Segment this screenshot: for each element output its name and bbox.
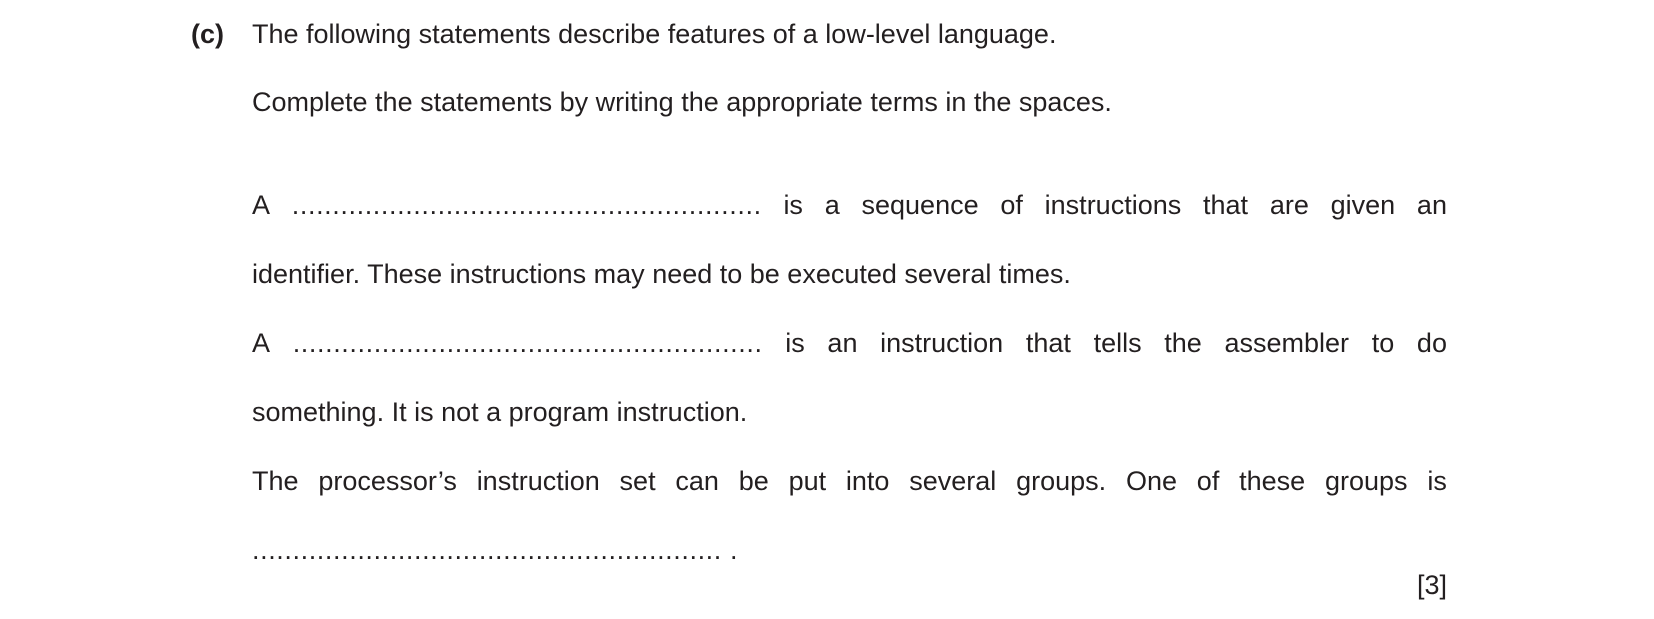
word: are bbox=[1269, 190, 1309, 220]
word: groups. bbox=[1016, 466, 1107, 496]
answer-blank: .......................................................... bbox=[291, 190, 762, 220]
word: is bbox=[1427, 466, 1447, 496]
statement-3-line-1 bbox=[252, 464, 1447, 498]
word: into bbox=[845, 466, 890, 496]
question-intro: The following statements describe features of a low-level language. bbox=[252, 19, 1057, 49]
word: is bbox=[783, 190, 803, 220]
statement-1-line-2: identifier. These instructions may need to be executed several times. bbox=[252, 259, 1071, 289]
word: A bbox=[252, 190, 271, 220]
statement-1-line-1 bbox=[252, 188, 1447, 222]
word: instruction bbox=[476, 466, 600, 496]
word: instruction bbox=[880, 328, 1004, 358]
word: The bbox=[252, 466, 299, 496]
word: an bbox=[1416, 190, 1447, 220]
word: a bbox=[824, 190, 840, 220]
question-instruction: Complete the statements by writing the appropriate terms in the spaces. bbox=[252, 87, 1112, 117]
word: assembler bbox=[1224, 328, 1350, 358]
word: instructions bbox=[1044, 190, 1182, 220]
word: One bbox=[1125, 466, 1177, 496]
word: several bbox=[909, 466, 997, 496]
word: given bbox=[1330, 190, 1396, 220]
answer-blank: .......................................................... bbox=[292, 328, 763, 358]
word: an bbox=[827, 328, 858, 358]
statement-3-answer-line: .......................................................... . bbox=[252, 535, 739, 565]
word: put bbox=[788, 466, 827, 496]
word: that bbox=[1203, 190, 1249, 220]
word: be bbox=[738, 466, 769, 496]
word: the bbox=[1164, 328, 1202, 358]
word: of bbox=[1196, 466, 1220, 496]
word: groups bbox=[1324, 466, 1408, 496]
statement-2-line-1 bbox=[252, 326, 1447, 360]
word: can bbox=[675, 466, 719, 496]
word: A bbox=[252, 328, 271, 358]
word: of bbox=[1000, 190, 1023, 220]
word: set bbox=[619, 466, 656, 496]
word: tells bbox=[1093, 328, 1142, 358]
word: do bbox=[1416, 328, 1447, 358]
question-label: (c) bbox=[191, 19, 224, 49]
word: sequence bbox=[861, 190, 979, 220]
word: processor’s bbox=[318, 466, 457, 496]
marks-allocation: [3] bbox=[1416, 570, 1447, 600]
word: these bbox=[1239, 466, 1306, 496]
statement-2-line-2: something. It is not a program instruction. bbox=[252, 397, 748, 427]
word: is bbox=[785, 328, 805, 358]
word: to bbox=[1371, 328, 1395, 358]
word: that bbox=[1025, 328, 1071, 358]
